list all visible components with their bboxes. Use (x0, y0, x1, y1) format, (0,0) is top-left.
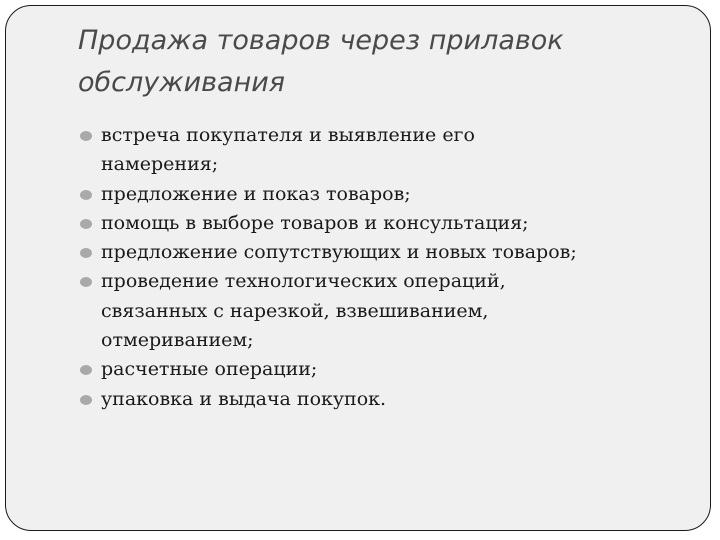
bullet-item (78, 355, 678, 384)
bullet-text-line1: проведение технологических операций, (101, 270, 506, 293)
bullet-item (78, 209, 678, 238)
bullet-text-line2: намерения; (101, 153, 219, 176)
bullet-dot-icon (80, 219, 92, 229)
bullet-dot-icon (80, 248, 92, 258)
bullet-dot-icon (80, 131, 92, 141)
bullet-item (78, 121, 678, 180)
slide-title-line1: Продажа товаров через прилавок (78, 25, 564, 56)
slide-title-line2: обслуживания (78, 67, 286, 98)
bullet-list (78, 121, 678, 414)
bullet-dot-icon (80, 190, 92, 200)
bullet-text-line1: помощь в выборе товаров и консультация; (101, 211, 529, 234)
bullet-text-line3: отмериванием; (101, 329, 254, 352)
bullet-text-line1: встреча покупателя и выявление его (101, 124, 475, 146)
bullet-text-line1: расчетные операции; (101, 358, 318, 381)
bullet-dot-icon (80, 365, 92, 375)
bullet-text-line1: предложение и показ товаров; (101, 182, 411, 205)
bullet-dot-icon (80, 277, 92, 287)
bullet-item (78, 267, 678, 355)
bullet-text-line1: предложение сопутствующих и новых товаров; (101, 241, 577, 264)
bullet-dot-icon (80, 395, 92, 405)
bullet-text-line1: упаковка и выдача покупок. (101, 387, 387, 410)
bullet-item (78, 180, 678, 209)
bullet-item (78, 238, 678, 267)
slide-title (78, 20, 678, 104)
bullet-text-line2: связанных с нарезкой, взвешиванием, (101, 299, 489, 322)
bullet-item (78, 385, 678, 414)
